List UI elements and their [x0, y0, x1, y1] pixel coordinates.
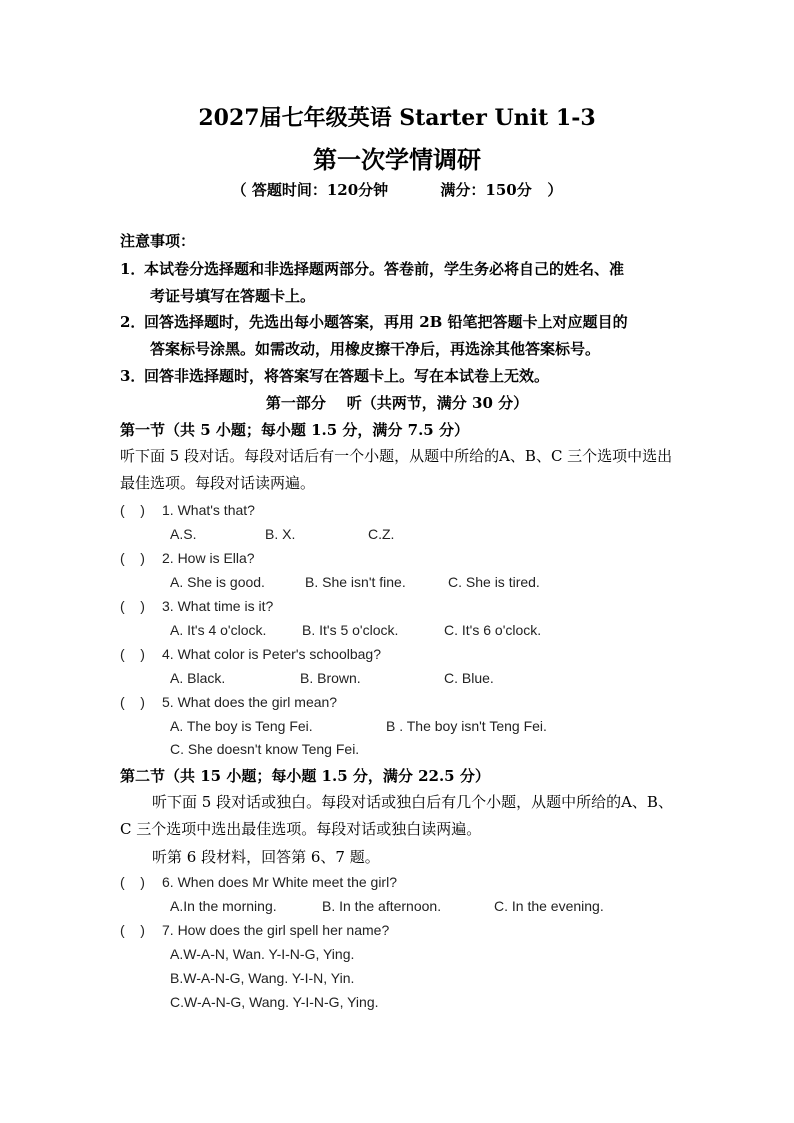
question-text: 2. How is Ella? [162, 550, 255, 566]
question-1 [120, 500, 255, 520]
option-c: C. In the evening. [494, 898, 604, 914]
answer-bracket[interactable]: ( ) [120, 694, 145, 710]
question-6 [120, 872, 397, 892]
option-b: B. It's 5 o'clock. [302, 622, 399, 638]
note-text: 回答选择题时，先选出每小题答案，再用 2B 铅笔把答题卡上对应题目的 [144, 313, 628, 331]
option-c: C.W-A-N-G, Wang. Y-I-N-G, Ying. [170, 994, 379, 1010]
note-number: 3． [120, 367, 146, 385]
notes-title: 注意事项： [120, 232, 196, 250]
option-c: C. Blue. [444, 670, 494, 686]
question-text: 6. When does Mr White meet the girl? [162, 874, 397, 890]
note-text-continued: 答案标号涂黑。如需改动，用橡皮擦干净后，再选涂其他答案标号。 [150, 340, 601, 358]
answer-bracket[interactable]: ( ) [120, 502, 145, 518]
question-text: 7. How does the girl spell her name? [162, 922, 390, 938]
note-item-3 [120, 363, 680, 390]
answer-bracket[interactable]: ( ) [120, 874, 145, 890]
question-2 [120, 548, 255, 568]
question-4 [120, 644, 381, 664]
option-a: A.S. [170, 526, 197, 542]
option-a: A. She is good. [170, 574, 265, 590]
question-text: 3. What time is it? [162, 598, 274, 614]
question-5 [120, 692, 337, 712]
option-b: B. X. [265, 526, 296, 542]
note-text: 本试卷分选择题和非选择题两部分。答卷前，学生务必将自己的姓名、准 [144, 260, 625, 278]
section-two-title: 第二节（共 15 小题；每小题 1.5 分，满分 22.5 分） [120, 767, 490, 785]
answer-bracket[interactable]: ( ) [120, 922, 145, 938]
section-one-instruction: 听下面 5 段对话。每段对话后有一个小题，从题中所给的A、B、C 三个选项中选出最佳选项。每段对话读两遍。 [120, 447, 673, 492]
part-one-title: 第一部分 听（共两节，满分 30 分） [265, 394, 529, 412]
exam-title: 2027届七年级英语 Starter Unit 1-3 [198, 105, 596, 131]
option-b: B. She isn't fine. [305, 574, 406, 590]
note-item-2 [120, 309, 680, 363]
option-c: C. It's 6 o'clock. [444, 622, 542, 638]
answer-bracket[interactable]: ( ) [120, 598, 145, 614]
answer-bracket[interactable]: ( ) [120, 646, 145, 662]
note-item-1 [120, 256, 680, 310]
section-one-title: 第一节（共 5 小题；每小题 1.5 分，满分 7.5 分） [120, 421, 469, 439]
option-a: A.W-A-N, Wan. Y-I-N-G, Ying. [170, 946, 355, 962]
option-a: A. Black. [170, 670, 226, 686]
question-text: 4. What color is Peter's schoolbag? [162, 646, 382, 662]
option-c: C. She is tired. [448, 574, 540, 590]
exam-subtitle: 第一次学情调研 [313, 145, 481, 174]
option-a: A.In the morning. [170, 898, 277, 914]
section-two-instruction: 听下面 5 段对话或独白。每段对话或独白后有几个小题，从题中所给的A、B、C 三个选项中选出最佳选项。每段对话或独白读两遍。 [120, 793, 673, 838]
note-text: 回答非选择题时，将答案写在答题卡上。写在本试卷上无效。 [144, 367, 550, 385]
option-b: B . The boy isn't Teng Fei. [386, 718, 547, 734]
answer-bracket[interactable]: ( ) [120, 550, 145, 566]
exam-time-score: （ 答题时间：120分钟 满分：150分 ） [231, 181, 563, 199]
option-b: B.W-A-N-G, Wang. Y-I-N, Yin. [170, 970, 355, 986]
option-c: C.Z. [368, 526, 395, 542]
question-text: 5. What does the girl mean? [162, 694, 338, 710]
option-a: A. The boy is Teng Fei. [170, 718, 313, 734]
option-c: C. She doesn't know Teng Fei. [170, 741, 360, 757]
option-b: B. In the afternoon. [322, 898, 442, 914]
option-a: A. It's 4 o'clock. [170, 622, 267, 638]
option-b: B. Brown. [300, 670, 361, 686]
note-number: 1． [120, 260, 146, 278]
question-7 [120, 920, 389, 940]
note-text-continued: 考证号填写在答题卡上。 [150, 287, 316, 305]
material-note: 听第 6 段材料，回答第 6、7 题。 [152, 848, 380, 866]
note-number: 2． [120, 313, 146, 331]
question-text: 1. What's that? [162, 502, 255, 518]
question-3 [120, 596, 273, 616]
